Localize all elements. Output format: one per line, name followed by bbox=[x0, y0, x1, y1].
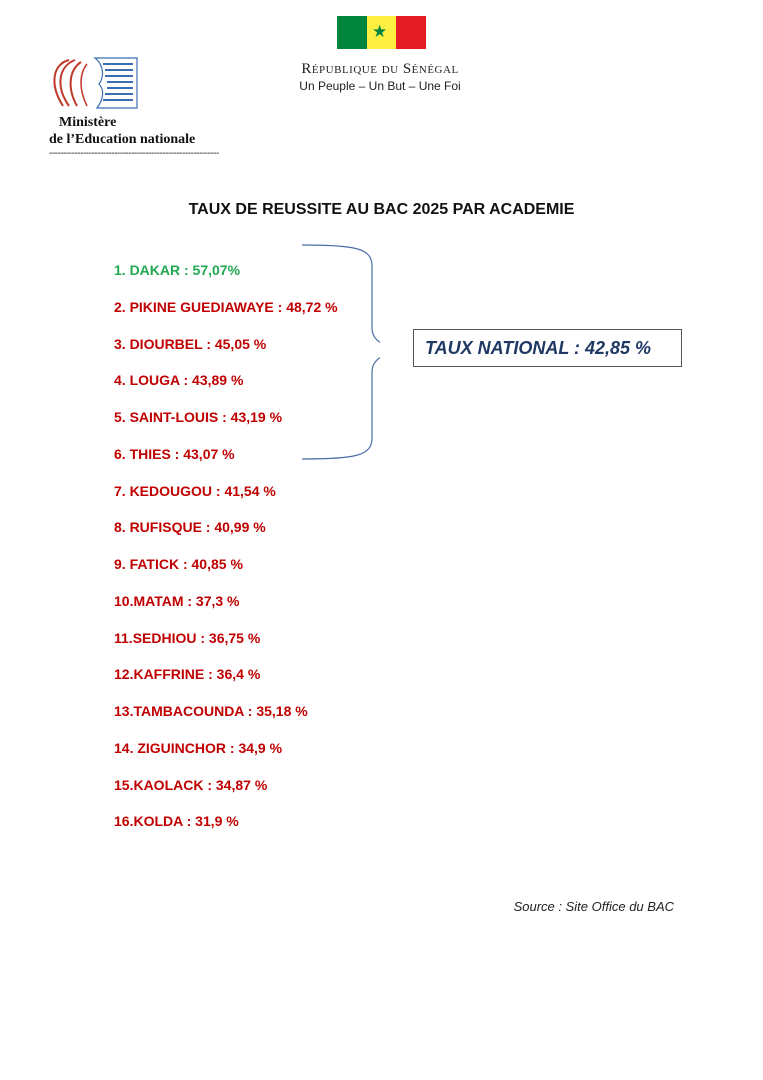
list-item: 13.TAMBACOUNDA : 35,18 % bbox=[114, 703, 308, 719]
national-motto: Un Peuple – Un But – Une Foi bbox=[299, 79, 461, 93]
ministry-logo bbox=[47, 56, 139, 110]
list-item: 11.SEDHIOU : 36,75 % bbox=[114, 629, 261, 646]
republic-title: République du Sénégal bbox=[301, 61, 459, 77]
list-item: 7. KEDOUGOU : 41,54 % bbox=[114, 482, 276, 499]
list-item: 6. THIES : 43,07 % bbox=[114, 445, 235, 462]
list-item: 3. DIOURBEL : 45,05 % bbox=[114, 335, 267, 352]
flag-band-red bbox=[396, 16, 426, 49]
list-item: 9. FATICK : 40,85 % bbox=[114, 556, 243, 572]
list-item: 5. SAINT-LOUIS : 43,19 % bbox=[114, 409, 283, 425]
ministry-line1: Ministère bbox=[59, 115, 117, 130]
list-item: 16.KOLDA : 31,9 % bbox=[114, 813, 239, 830]
list-item: 10.MATAM : 37,3 % bbox=[114, 592, 240, 609]
senegal-flag bbox=[337, 16, 426, 49]
ministry-line2: de l’Education nationale bbox=[49, 132, 196, 147]
list-item: 1. DAKAR : 57,07% bbox=[114, 262, 241, 278]
list-item: 2. PIKINE GUEDIAWAYE : 48,72 % bbox=[114, 298, 338, 315]
source-note: Source : Site Office du BAC bbox=[513, 899, 674, 914]
star-icon: ★ bbox=[372, 22, 388, 41]
list-item: 15.KAOLACK : 34,87 % bbox=[114, 776, 268, 793]
curly-brace bbox=[300, 244, 380, 460]
ministry-name bbox=[49, 114, 195, 148]
list-item: 4. LOUGA : 43,89 % bbox=[114, 372, 244, 389]
list-item: 14. ZIGUINCHOR : 34,9 % bbox=[114, 739, 283, 756]
flag-band-green bbox=[337, 16, 367, 49]
list-item: 12.KAFFRINE : 36,4 % bbox=[114, 666, 261, 683]
page-title: TAUX DE REUSSITE AU BAC 2025 PAR ACADEMIE bbox=[188, 201, 575, 218]
national-rate-box: TAUX NATIONAL : 42,85 % bbox=[413, 329, 682, 367]
list-item: 8. RUFISQUE : 40,99 % bbox=[114, 519, 266, 536]
header-separator: ------------------------------------------------------------ bbox=[49, 148, 219, 159]
